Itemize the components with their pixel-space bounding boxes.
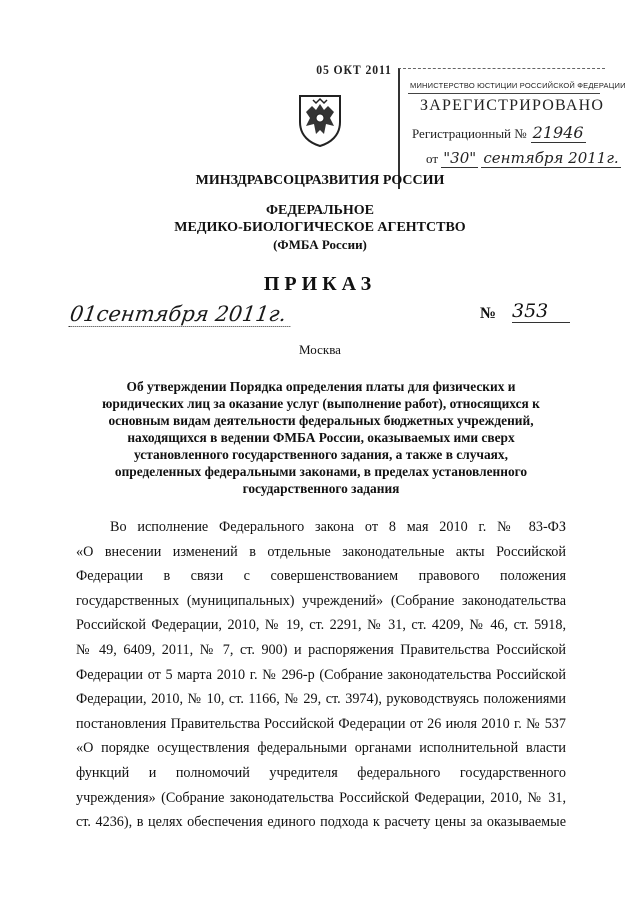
body-line: Федерации в связи с совершенствованием правового положения	[76, 568, 566, 585]
subject-line: юридических лиц за оказание услуг (выполнение работ), относящихся к	[102, 396, 540, 411]
order-date-handwritten: 01сентября 2011г.	[68, 302, 294, 327]
agency-title-line-1: ФЕДЕРАЛЬНОЕ	[265, 203, 374, 218]
order-number-handwritten: 353	[512, 300, 570, 323]
stamp-divider	[408, 93, 600, 94]
body-line: Федерации, 2010, № 10, ст. 1166, № 29, ст. 3974), руководствуясь положениями	[76, 691, 566, 708]
subject-line: определенных федеральными законами, в пределах установленного	[114, 464, 528, 479]
received-stamp-date: 05 ОКТ 2011	[316, 62, 392, 77]
stamp-registration-number	[412, 123, 586, 142]
subject-line: Об утверждении Порядка определения платы для физических и	[126, 379, 516, 394]
subject-line: государственного задания	[242, 481, 400, 496]
stamp-ministry-name: МИНИСТЕРСТВО ЮСТИЦИИ РОССИЙСКОЙ ФЕДЕРАЦИИ	[410, 81, 626, 90]
body-line: Российской Федерации, 2010, № 19, ст. 2291, № 31, ст. 4209, № 46, ст. 5918,	[76, 617, 566, 634]
agency-title-line-2: МЕДИКО-БИОЛОГИЧЕСКОЕ АГЕНТСТВО	[174, 220, 466, 235]
body-line: «О порядке осуществления федеральными органами исполнительной власти	[76, 740, 566, 757]
city: Москва	[299, 342, 341, 357]
stamp-date-month-year: сентября 2011г.	[483, 149, 619, 167]
stamp-registered-label: ЗАРЕГИСТРИРОВАНО	[420, 97, 605, 114]
subject-line: установленного государственного задания, а также в случаях,	[134, 447, 508, 462]
body-line: постановления Правительства Российской Федерации от 26 июля 2010 г. № 537	[76, 715, 566, 732]
order-body	[76, 515, 566, 835]
body-line: № 49, 6409, 2011, № 7, ст. 900) и распоряжения Правительства Российской	[76, 641, 566, 658]
ministry-title: МИНЗДРАВСОЦРАЗВИТИЯ РОССИИ	[195, 173, 445, 188]
order-title: ПРИКАЗ	[263, 273, 377, 295]
registration-stamp	[398, 68, 626, 189]
body-line: Федерации от 5 марта 2010 г. № 296-р (Собрание законодательства Российской	[76, 666, 566, 683]
body-line: функций и полномочий учредителя федерального государственного	[76, 764, 566, 781]
stamp-date-prefix: от	[426, 151, 439, 166]
stamp-date-day: "30"	[443, 149, 477, 167]
coat-of-arms-icon	[296, 92, 344, 148]
order-subject	[76, 378, 566, 497]
stamp-number-label: Регистрационный №	[412, 126, 527, 141]
subject-line: находящихся в ведении ФМБА России, оказываемых ими сверх	[127, 430, 515, 445]
body-line: учреждения» (Собрание законодательства Российской Федерации, 2010, № 31,	[76, 789, 566, 806]
stamp-registration-date	[426, 149, 621, 167]
body-line: государственных (муниципальных) учреждений» (Собрание законодательства	[76, 592, 566, 609]
subject-line: основным видам деятельности федеральных бюджетных учреждений,	[108, 413, 534, 428]
order-number-label: №	[480, 305, 497, 322]
body-line: ст. 4236), в целях обеспечения единого подхода к расчету цены за оказываемые	[76, 814, 566, 831]
stamp-number-value: 21946	[532, 123, 584, 142]
body-line: Во исполнение Федерального закона от 8 мая 2010 г. № 83-ФЗ	[110, 519, 566, 535]
body-line: «О внесении изменений в отдельные законодательные акты Российской	[76, 543, 566, 560]
agency-title-line-3: (ФМБА России)	[273, 237, 367, 252]
